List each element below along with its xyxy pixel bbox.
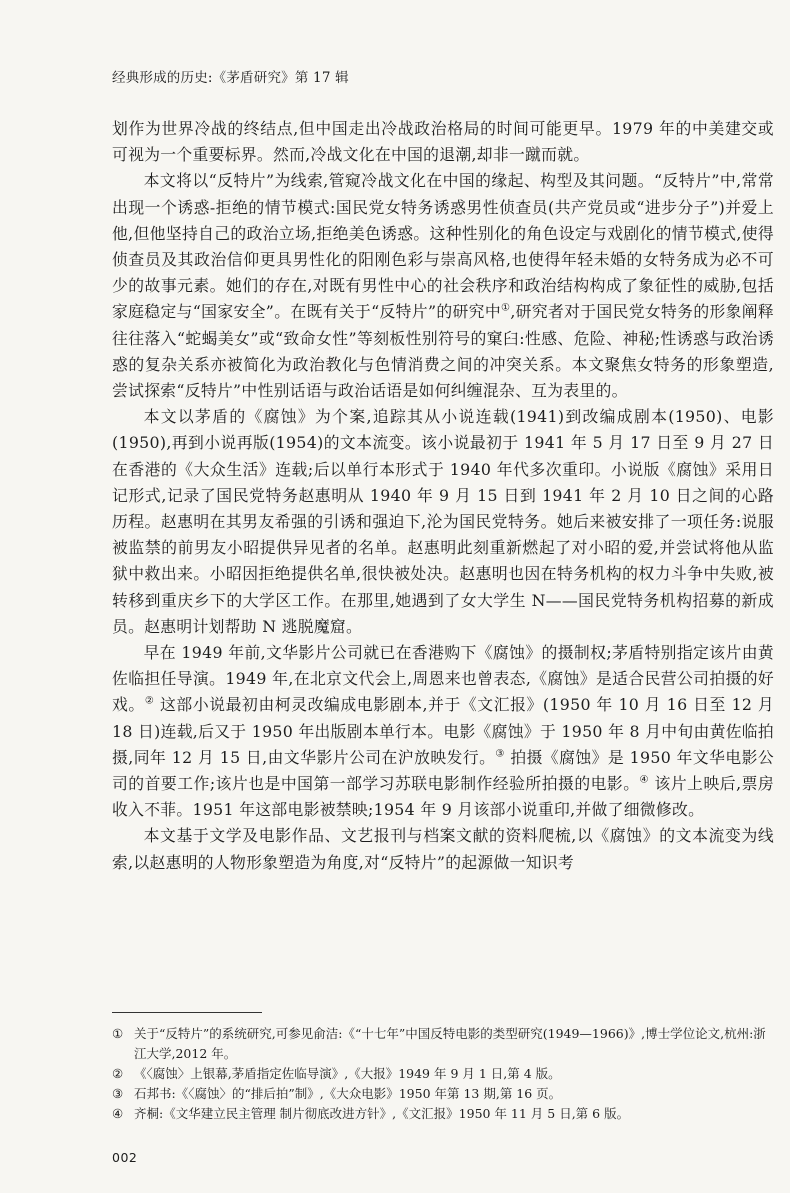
footnote-ref-1[interactable]: ① (500, 303, 511, 315)
footnote-mark: ② (112, 1066, 124, 1081)
footnote-text: 关于“反特片”的系统研究,可参见俞洁:《“十七年”中国反特电影的类型研究(1949—1966)》,博士学位论文,杭州:浙江大学,2012 年。 (134, 1026, 766, 1061)
footnote-ref-2[interactable]: ② (144, 696, 155, 708)
page-number: 002 (112, 1150, 138, 1165)
paragraph-4-part-b: 这部小说最初由柯灵改编成电影剧本,并于《文汇报》(1950 年 10 月 16 日至 12 月 18 日)连载,后又于 1950 年出版剧本单行本。电影《腐蚀》于 1950 年 8 月中旬由黄佐临拍摄,同年 12 月 15 日,由文华影片公司在沪放映发行。 (112, 695, 774, 767)
paragraph-2-part-b: ,研究者对于国民党女特务的形象阐释往往落入“蛇蝎美女”或“致命女性”等刻板性别符号的窠臼:性感、危险、神秘;性诱惑与政治诱惑的复杂关系亦被简化为政治教化与色情消费之间的冲突关系。本文聚焦女特务的形象塑造,尝试探索“反特片”中性别话语与政治话语是如何纠缠混杂、互为表里的。 (112, 302, 775, 401)
paragraph-4-part-d: 该片上映后,票房收入不菲。1951 年这部电影被禁映;1954 年 9 月该部小说重印,并做了细微修改。 (112, 774, 775, 820)
footnote-text: 《〈腐蚀〉上银幕,茅盾指定佐临导演》,《大报》1949 年 9 月 1 日,第 4 版。 (134, 1066, 561, 1081)
footnotes (112, 1024, 774, 1124)
paragraph-5: 本文基于文学及电影作品、文艺报刊与档案文献的资料爬梳,以《腐蚀》的文本流变为线索,以赵惠明的人物形象塑造为角度,对“反特片”的起源做一知识考 (112, 826, 774, 872)
footnote-2 (112, 1064, 774, 1084)
footnote-mark: ④ (112, 1106, 124, 1121)
paragraph-3: 本文以茅盾的《腐蚀》为个案,追踪其从小说连载(1941)到改编成剧本(1950)、电影(1950),再到小说再版(1954)的文本流变。该小说最初于 1941 年 5 月 17 日至 9 月 27 日在香港的《大众生活》连载;后以单行本形式于 1940 年代多次重印。小说版《腐蚀》采用日记形式,记录了国民党特务赵惠明从 1940 年 9 月 15 日到 1941 年 2 月 10 日之间的心路历程。赵惠明在其男友希强的引诱和强迫下,沦为国民党特务。她后来被安排了一项任务:说服被监禁的前男友小昭提供异见者的名单。赵惠明此刻重新燃起了对小昭的爱,并尝试将他从监狱中救出来。小昭因拒绝提供名单,很快被处决。赵惠明也因在特务机构的权力斗争中失败,被转移到重庆乡下的大学区工作。在那里,她遇到了女大学生 N——国民党特务机构招募的新成员。赵惠明计划帮助 N 逃脱魔窟。 (112, 407, 774, 636)
footnote-ref-3[interactable]: ③ (495, 748, 505, 760)
footnote-1 (112, 1024, 774, 1064)
footnote-3 (112, 1084, 774, 1104)
paragraph-4 (112, 640, 774, 823)
paragraph-1: 划作为世界冷战的终结点,但中国走出冷战政治格局的时间可能更早。1979 年的中美建交或可视为一个重要标界。然而,冷战文化在中国的退潮,却非一蹴而就。 (112, 119, 774, 165)
footnote-mark: ① (112, 1026, 124, 1041)
footnote-text: 齐桐:《文华建立民主管理 制片彻底改进方针》,《文汇报》1950 年 11 月 5 日,第 6 版。 (134, 1106, 630, 1121)
footnote-mark: ③ (112, 1086, 124, 1101)
footnote-text: 石邦书:《〈腐蚀〉的“排后拍”制》,《大众电影》1950 年第 13 期,第 16 页。 (134, 1086, 562, 1101)
running-header: 经典形成的历史:《茅盾研究》第 17 辑 (112, 70, 349, 86)
footnote-divider (112, 1012, 262, 1013)
paragraph-4-part-c: 拍摄《腐蚀》是 1950 年文华电影公司的首要工作;该片也是中国第一部学习苏联电影制作经验所拍摄的电影。 (112, 747, 775, 794)
paragraph-2 (112, 168, 774, 404)
paragraph-2-part-a: 本文将以“反特片”为线索,管窥冷战文化在中国的缘起、构型及其问题。“反特片”中,常常出现一个诱惑-拒绝的情节模式:国民党女特务诱惑男性侦查员(共产党员或“进步分子”)并爱上他,但他坚持自己的政治立场,拒绝美色诱惑。这种性别化的角色设定与戏剧化的情节模式,使得侦查员及其政治信仰更具男性化的阳刚色彩与崇高风格,也使得年轻未婚的女特务成为必不可少的故事元素。她们的存在,对既有男性中心的社会秩序和政治结构构成了象征性的威胁,包括家庭稳定与“国家安全”。在既有关于“反特片”的研究中 (112, 171, 774, 322)
main-text (112, 116, 774, 876)
footnote-ref-4[interactable]: ④ (639, 774, 650, 786)
footnote-4 (112, 1104, 774, 1124)
paragraph-4-part-a: 早在 1949 年前,文华影片公司就已在香港购下《腐蚀》的摄制权;茅盾特别指定该片由黄佐临担任导演。1949 年,在北京文代会上,周恩来也曾表态,《腐蚀》是适合民营公司拍摄的好戏。 (112, 643, 774, 715)
